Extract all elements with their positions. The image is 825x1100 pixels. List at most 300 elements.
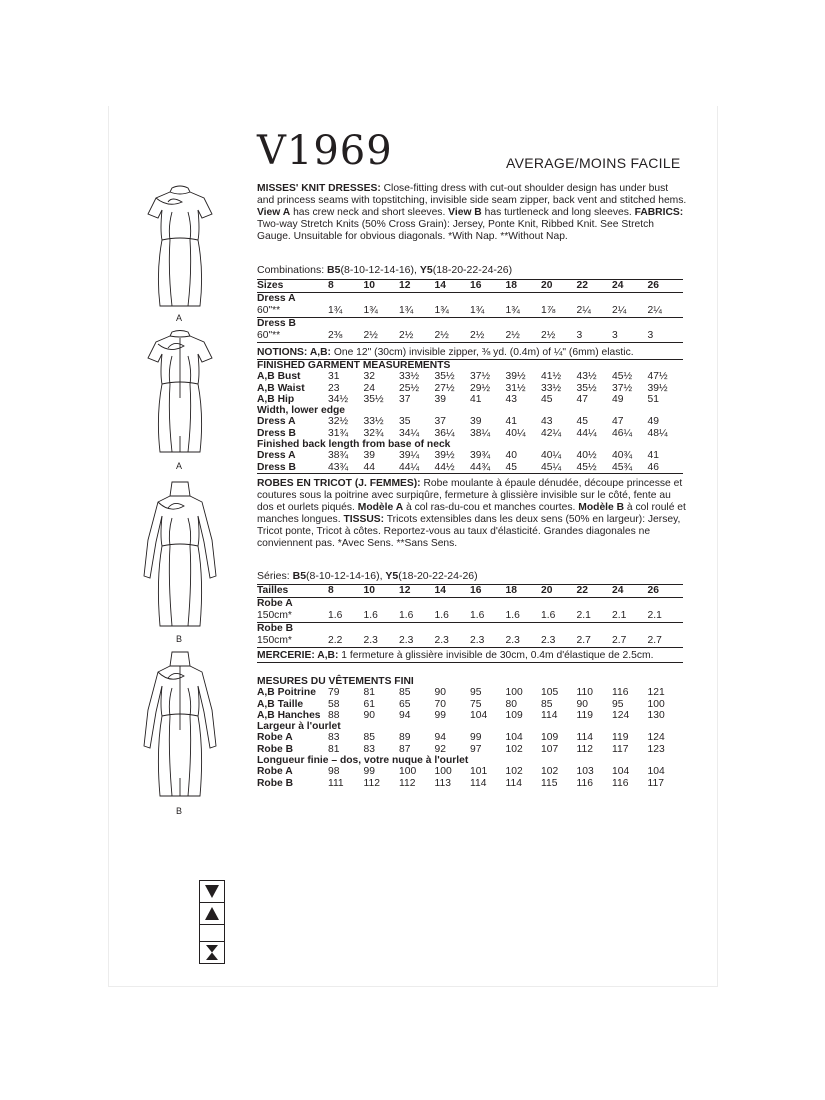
yardage-cell: 2½ — [399, 330, 435, 343]
measurement-cell: 81 — [328, 743, 340, 755]
measurement-cell: 88 — [328, 709, 340, 721]
sizes-header-row — [257, 585, 683, 598]
yardage-cell: 2.3 — [506, 635, 542, 648]
measurement-cell: 37 — [434, 416, 446, 428]
dress-a-title-row — [257, 293, 683, 306]
size-cell: 14 — [435, 585, 471, 598]
measurement-cell: 27½ — [434, 382, 455, 394]
pattern-number: V1969 — [257, 128, 393, 174]
measurement-cell: 80 — [505, 698, 517, 710]
description-fr — [257, 478, 687, 550]
description-fr-body: Robe moulante à épaule dénudée, découpe princesse et coutures sous la poitrine avec surpiqûre, fermeture à glissière invisible sur le côté, fente au dos et ourlets piqués. — [257, 478, 683, 513]
measurement-cell: 99 — [434, 709, 446, 721]
measurement-cell: 94 — [434, 732, 446, 744]
measurement-cell: 39½ — [647, 382, 668, 394]
measurement-cell: 100 — [434, 766, 452, 778]
measurement-label: A,B Poitrine — [257, 687, 316, 699]
yardage-cell: 3 — [648, 330, 684, 343]
yardage-cell: 3 — [577, 330, 613, 343]
measurement-cell: 44¼ — [576, 427, 597, 439]
measurement-cell: 37½ — [470, 371, 491, 383]
yardage-cell: 1.6 — [328, 610, 364, 623]
measurement-cell: 35½ — [434, 371, 455, 383]
yardage-cell: 2½ — [506, 330, 542, 343]
measurement-cell: 116 — [576, 777, 593, 789]
dress-a-label: Dress A — [257, 293, 296, 304]
measurement-cell: 92 — [434, 743, 446, 755]
width-title: Width, lower edge — [257, 405, 346, 417]
y5-code: Y5 — [419, 264, 433, 276]
figure-view-a-back — [138, 326, 222, 456]
size-cell: 22 — [577, 280, 613, 293]
b5-sizes: (8-10-12-14-16), — [306, 570, 386, 582]
measurement-cell: 37½ — [612, 382, 633, 394]
measurement-cell: 45 — [576, 416, 588, 428]
measurements-title: FINISHED GARMENT MEASUREMENTS — [257, 360, 451, 371]
model-b-text: à col roulé et manches longues. — [257, 502, 686, 525]
yardage-cell: 2.2 — [328, 635, 364, 648]
size-cell: 8 — [328, 585, 364, 598]
measurement-cell: 121 — [647, 687, 665, 699]
yardage-cell: 1.6 — [399, 610, 435, 623]
triangle-down-icon — [199, 880, 225, 902]
measurement-cell: 117 — [612, 743, 629, 755]
dress-a-row — [257, 305, 683, 318]
measurement-cell: 105 — [541, 687, 559, 699]
fabric-width: 150cm* — [257, 610, 328, 623]
measurements-table-en — [257, 360, 683, 474]
measurement-cell: 114 — [576, 732, 593, 744]
measurement-cell: 109 — [505, 709, 523, 721]
measurement-cell: 85 — [363, 732, 375, 744]
yardage-cell: 1.6 — [470, 610, 506, 623]
size-cell: 26 — [648, 585, 684, 598]
measurement-cell: 49 — [612, 393, 624, 405]
measurement-row — [257, 383, 683, 394]
notions-en — [257, 347, 683, 360]
measurement-cell: 33½ — [541, 382, 562, 394]
tissus-label: TISSUS: — [343, 514, 385, 525]
view-b-label: View B — [448, 207, 482, 218]
mercerie-label: MERCERIE: A,B: — [257, 650, 339, 661]
measurement-cell: 31½ — [505, 382, 526, 394]
measurement-cell: 98 — [328, 766, 340, 778]
measurement-cell: 90 — [434, 687, 446, 699]
size-cell: 26 — [648, 280, 684, 293]
measurement-cell: 40¼ — [541, 450, 562, 462]
measurement-cell: 32½ — [328, 416, 349, 428]
measurement-cell: 107 — [541, 743, 559, 755]
measurement-label: Robe A — [257, 766, 293, 778]
measurement-cell: 117 — [647, 777, 664, 789]
spacer-cell — [199, 924, 225, 941]
notions-fr — [257, 650, 683, 663]
measurement-label: A,B Hip — [257, 393, 295, 405]
measurement-row — [257, 394, 683, 405]
measurement-cell: 45 — [541, 393, 553, 405]
notions-text: One 12" (30cm) invisible zipper, ⅜ yd. (0.4m) of ¼" (6mm) elastic. — [330, 347, 634, 358]
measurement-cell: 29½ — [470, 382, 491, 394]
fabrics-label: FABRICS: — [634, 207, 684, 218]
measurement-cell: 101 — [470, 766, 488, 778]
measurement-label: A,B Taille — [257, 698, 304, 710]
measurement-cell: 41½ — [541, 371, 562, 383]
size-cell: 18 — [506, 280, 542, 293]
measurement-cell: 102 — [541, 766, 559, 778]
measurement-cell: 102 — [505, 743, 523, 755]
measurement-cell: 43¾ — [328, 462, 364, 474]
yardage-cell: 2.1 — [648, 610, 684, 623]
measurement-cell: 44 — [364, 462, 400, 474]
yardage-cell: 2¼ — [612, 305, 648, 318]
tissus-text: Tricots extensibles dans les deux sens (50% en largeur): Jersey, Tricot ponte, Tricot à côtes. Reportez-vous au taux d'élasticité. Grandes diagonales ne conviennent pas. *Avec Sens. **Sans Sens. — [257, 514, 681, 549]
measurement-cell: 43 — [505, 393, 517, 405]
measurement-row — [257, 732, 683, 743]
combinations-en — [257, 264, 512, 276]
measurement-cell: 87 — [399, 743, 411, 755]
measurement-cell: 94 — [399, 709, 411, 721]
sizes-header: Tailles — [257, 585, 328, 598]
size-cell: 14 — [435, 280, 471, 293]
measurement-cell: 75 — [470, 698, 482, 710]
measurement-cell: 43 — [541, 416, 553, 428]
yardage-cell: 1¾ — [470, 305, 506, 318]
mercerie-text: 1 fermeture à glissière invisible de 30cm, 0.4m d'élastique de 2.5cm. — [338, 650, 654, 661]
measurement-cell: 85 — [399, 687, 411, 699]
measurement-cell: 110 — [576, 687, 593, 699]
b5-code: B5 — [292, 570, 307, 582]
measurement-cell: 41 — [470, 393, 482, 405]
measurement-cell: 44½ — [435, 462, 471, 474]
yardage-cell: 2.3 — [470, 635, 506, 648]
size-cell: 20 — [541, 280, 577, 293]
measurement-cell: 100 — [647, 698, 665, 710]
measurement-cell: 90 — [363, 709, 375, 721]
difficulty-label: AVERAGE/MOINS FACILE — [506, 155, 681, 171]
figure-label: B — [176, 806, 183, 816]
yardage-cell: 2.7 — [577, 635, 613, 648]
triangle-up-icon — [199, 902, 225, 924]
size-cell: 18 — [506, 585, 542, 598]
measurement-row — [257, 462, 683, 474]
description-en — [257, 183, 687, 243]
measurement-cell: 124 — [612, 709, 630, 721]
measurement-cell: 39 — [470, 416, 482, 428]
dress-b-label: Dress B — [257, 318, 296, 329]
yardage-cell: 2.7 — [648, 635, 684, 648]
measurement-cell: 79 — [328, 687, 340, 699]
measurement-cell: 39¼ — [399, 450, 420, 462]
yardage-cell: 2.3 — [541, 635, 577, 648]
measurement-label: A,B Bust — [257, 371, 301, 383]
yardage-cell: 1¾ — [364, 305, 400, 318]
measurement-cell: 32¾ — [363, 427, 384, 439]
sizes-header: Sizes — [257, 280, 328, 293]
fabric-width: 60"** — [257, 330, 328, 343]
measurement-cell: 97 — [470, 743, 482, 755]
yardage-cell: 2.3 — [364, 635, 400, 648]
yardage-cell: 1.6 — [541, 610, 577, 623]
yardage-cell: 2.3 — [399, 635, 435, 648]
measurement-cell: 58 — [328, 698, 340, 710]
measurement-cell: 48¼ — [647, 427, 668, 439]
yardage-cell: 2.1 — [577, 610, 613, 623]
width-title: Largeur à l'ourlet — [257, 721, 341, 733]
measurement-cell: 83 — [328, 732, 340, 744]
measurement-cell: 89 — [399, 732, 411, 744]
measurement-cell: 45¾ — [612, 462, 648, 474]
yardage-cell: 2½ — [541, 330, 577, 343]
measurement-cell: 116 — [612, 687, 629, 699]
yardage-cell: 1.6 — [435, 610, 471, 623]
robe-b-title-row — [257, 623, 683, 636]
length-title: Finished back length from base of neck — [257, 439, 451, 451]
measurement-cell: 114 — [541, 709, 558, 721]
model-a-label: Modèle A — [357, 502, 404, 513]
figure-label: A — [176, 461, 183, 471]
measurement-cell: 112 — [399, 777, 416, 789]
measurement-cell: 104 — [647, 766, 665, 778]
measurement-cell: 40¼ — [505, 427, 526, 439]
size-cell: 16 — [470, 585, 506, 598]
measurement-cell: 39½ — [505, 371, 526, 383]
measurement-cell: 49 — [647, 416, 659, 428]
y5-sizes: (18-20-22-24-26) — [432, 264, 513, 276]
combinations-fr — [257, 570, 478, 582]
measurement-cell: 61 — [363, 698, 375, 710]
view-a-label: View A — [257, 207, 291, 218]
measurement-row — [257, 450, 683, 461]
measurement-cell: 65 — [399, 698, 411, 710]
y5-sizes: (18-20-22-24-26) — [398, 570, 478, 582]
measurement-cell: 45½ — [577, 462, 613, 474]
measurement-cell: 38¾ — [328, 450, 349, 462]
measurement-cell: 47½ — [647, 371, 668, 383]
yardage-cell: 2½ — [364, 330, 400, 343]
size-cell: 24 — [612, 585, 648, 598]
measurement-cell: 130 — [647, 709, 665, 721]
measurement-cell: 41 — [647, 450, 659, 462]
measurements-table-fr — [257, 676, 683, 789]
description-heading: MISSES' KNIT DRESSES: — [257, 183, 381, 194]
measurement-cell: 45¼ — [541, 462, 577, 474]
measurement-cell: 102 — [505, 766, 523, 778]
measurement-cell: 51 — [647, 393, 659, 405]
notions-label: NOTIONS: A,B: — [257, 347, 331, 358]
measurement-cell: 23 — [328, 382, 340, 394]
measurement-label: Dress B — [257, 427, 296, 439]
measurement-cell: 41 — [505, 416, 517, 428]
size-cell: 12 — [399, 585, 435, 598]
measurement-cell: 45½ — [612, 371, 633, 383]
fabrics-text: Two-way Stretch Knits (50% Cross Grain): Jersey, Ponte Knit, Ribbed Knit. See Stretch Gauge. Unsuitable for obvious diagonals. *With Nap. **Without Nap. — [257, 219, 654, 242]
yardage-cell: 2.7 — [612, 635, 648, 648]
measurement-cell: 39¾ — [470, 450, 491, 462]
size-cell: 12 — [399, 280, 435, 293]
yardage-table-fr — [257, 584, 683, 648]
measurement-cell: 109 — [541, 732, 559, 744]
measurement-cell: 35 — [399, 416, 411, 428]
measurement-row — [257, 699, 683, 710]
b5-sizes: (8-10-12-14-16), — [340, 264, 420, 276]
measurement-cell: 104 — [612, 766, 630, 778]
measurement-row — [257, 710, 683, 721]
measurement-cell: 112 — [363, 777, 380, 789]
view-b-text: has turtleneck and long sleeves. — [481, 207, 635, 218]
figure-view-b-front — [138, 480, 222, 630]
dress-b-row — [257, 330, 683, 343]
measurement-cell: 95 — [470, 687, 482, 699]
robe-a-title-row — [257, 598, 683, 611]
size-cell: 16 — [470, 280, 506, 293]
figure-label: A — [176, 313, 183, 323]
measurement-cell: 40¾ — [612, 450, 633, 462]
measurement-cell: 83 — [363, 743, 375, 755]
measurement-cell: 42¼ — [541, 427, 562, 439]
yardage-cell: 2¼ — [648, 305, 684, 318]
yardage-cell: 2½ — [470, 330, 506, 343]
yardage-cell: 3 — [612, 330, 648, 343]
measurement-cell: 47 — [576, 393, 588, 405]
measurement-cell: 104 — [470, 709, 488, 721]
measurement-cell: 70 — [434, 698, 446, 710]
size-cell: 8 — [328, 280, 364, 293]
measurement-cell: 35½ — [363, 393, 384, 405]
measurement-cell: 39½ — [434, 450, 455, 462]
measurement-cell: 124 — [647, 732, 665, 744]
measurement-row — [257, 428, 683, 439]
measurement-cell: 46 — [648, 462, 684, 474]
measurement-cell: 85 — [541, 698, 553, 710]
measurement-cell: 39 — [434, 393, 446, 405]
description-fr-heading: ROBES EN TRICOT (J. FEMMES): — [257, 478, 421, 489]
yardage-cell: 1¾ — [435, 305, 471, 318]
measurement-cell: 99 — [470, 732, 482, 744]
measurement-cell: 38¼ — [470, 427, 491, 439]
measurement-cell: 31 — [328, 371, 340, 383]
measurement-cell: 31¾ — [328, 427, 349, 439]
hourglass-icon — [199, 941, 225, 964]
measurement-label: A,B Hanches — [257, 709, 321, 721]
figure-view-b-back — [138, 650, 222, 800]
measurement-cell: 95 — [612, 698, 624, 710]
measurement-label: Dress A — [257, 416, 296, 428]
measurement-cell: 115 — [541, 777, 558, 789]
measurement-cell: 90 — [576, 698, 588, 710]
marking-legend — [199, 880, 225, 964]
size-cell: 10 — [364, 280, 400, 293]
measurement-label: Robe B — [257, 777, 294, 789]
measurement-label: Dress A — [257, 450, 296, 462]
measurement-cell: 34½ — [328, 393, 349, 405]
yardage-cell: 1.6 — [364, 610, 400, 623]
figure-label: B — [176, 634, 183, 644]
measurement-row — [257, 687, 683, 698]
description-body: Close-fitting dress with cut-out shoulder design has under bust and princess seams with topstitching, invisible side seam zipper, back vent and stitched hems. — [257, 183, 687, 206]
fabric-width: 150cm* — [257, 635, 328, 648]
size-cell: 22 — [577, 585, 613, 598]
measurement-cell: 40 — [505, 450, 517, 462]
robe-b-row — [257, 635, 683, 648]
measurement-cell: 46¼ — [612, 427, 633, 439]
size-cell: 24 — [612, 280, 648, 293]
yardage-cell: 2¼ — [577, 305, 613, 318]
yardage-cell: 1⅞ — [541, 305, 577, 318]
measurement-cell: 103 — [576, 766, 594, 778]
measurement-cell: 45 — [506, 462, 542, 474]
b5-code: B5 — [327, 264, 341, 276]
measurement-label: Robe B — [257, 743, 294, 755]
measurement-row — [257, 416, 683, 427]
measurement-cell: 99 — [363, 766, 375, 778]
measurement-cell: 37 — [399, 393, 411, 405]
robe-a-row — [257, 610, 683, 623]
y5-code: Y5 — [385, 570, 399, 582]
measurement-cell: 114 — [505, 777, 522, 789]
measurement-cell: 119 — [612, 732, 629, 744]
measurement-cell: 111 — [328, 777, 344, 789]
yardage-table-en — [257, 279, 683, 343]
measurement-cell: 47 — [612, 416, 624, 428]
yardage-cell: 2½ — [435, 330, 471, 343]
measurement-cell: 112 — [576, 743, 593, 755]
figure-view-a-front — [138, 182, 222, 310]
measurement-cell: 32 — [363, 371, 375, 383]
measurement-cell: 44¾ — [470, 462, 506, 474]
measurement-cell: 81 — [363, 687, 375, 699]
measurement-cell: 39 — [363, 450, 375, 462]
yardage-cell: 1¾ — [399, 305, 435, 318]
yardage-cell: 1¾ — [506, 305, 542, 318]
model-a-text: à col ras-du-cou et manches courtes. — [403, 502, 579, 513]
measurement-cell: 116 — [612, 777, 629, 789]
yardage-cell: 2⅜ — [328, 330, 364, 343]
measurement-cell: 123 — [647, 743, 665, 755]
size-cell: 20 — [541, 585, 577, 598]
combinations-prefix: Combinations: — [257, 264, 328, 276]
measurement-cell: 33½ — [363, 416, 384, 428]
measurement-cell: 113 — [434, 777, 451, 789]
measurement-row — [257, 744, 683, 755]
robe-a-label: Robe A — [257, 598, 293, 609]
measurements-title: MESURES DU VÊTEMENTS FINI — [257, 676, 414, 687]
fabric-width: 60"** — [257, 305, 328, 318]
measurement-row — [257, 371, 683, 382]
measurement-cell: 34¼ — [399, 427, 420, 439]
robe-b-label: Robe B — [257, 623, 294, 634]
measurement-row — [257, 766, 683, 777]
yardage-cell: 2.1 — [612, 610, 648, 623]
measurement-label: Dress B — [257, 462, 328, 474]
measurement-cell: 43½ — [576, 371, 597, 383]
size-cell: 10 — [364, 585, 400, 598]
measurement-cell: 100 — [505, 687, 523, 699]
yardage-cell: 1¾ — [328, 305, 364, 318]
measurement-cell: 25½ — [399, 382, 420, 394]
measurement-cell: 33½ — [399, 371, 420, 383]
measurement-cell: 44¼ — [399, 462, 435, 474]
measurement-cell: 119 — [576, 709, 593, 721]
measurement-cell: 36¼ — [434, 427, 455, 439]
yardage-cell: 1.6 — [506, 610, 542, 623]
measurement-cell: 104 — [505, 732, 523, 744]
sizes-header-row — [257, 280, 683, 293]
measurement-cell: 40½ — [576, 450, 597, 462]
measurement-label: Robe A — [257, 732, 293, 744]
yardage-cell: 2.3 — [435, 635, 471, 648]
model-b-label: Modèle B — [578, 502, 625, 513]
measurement-cell: 24 — [363, 382, 375, 394]
